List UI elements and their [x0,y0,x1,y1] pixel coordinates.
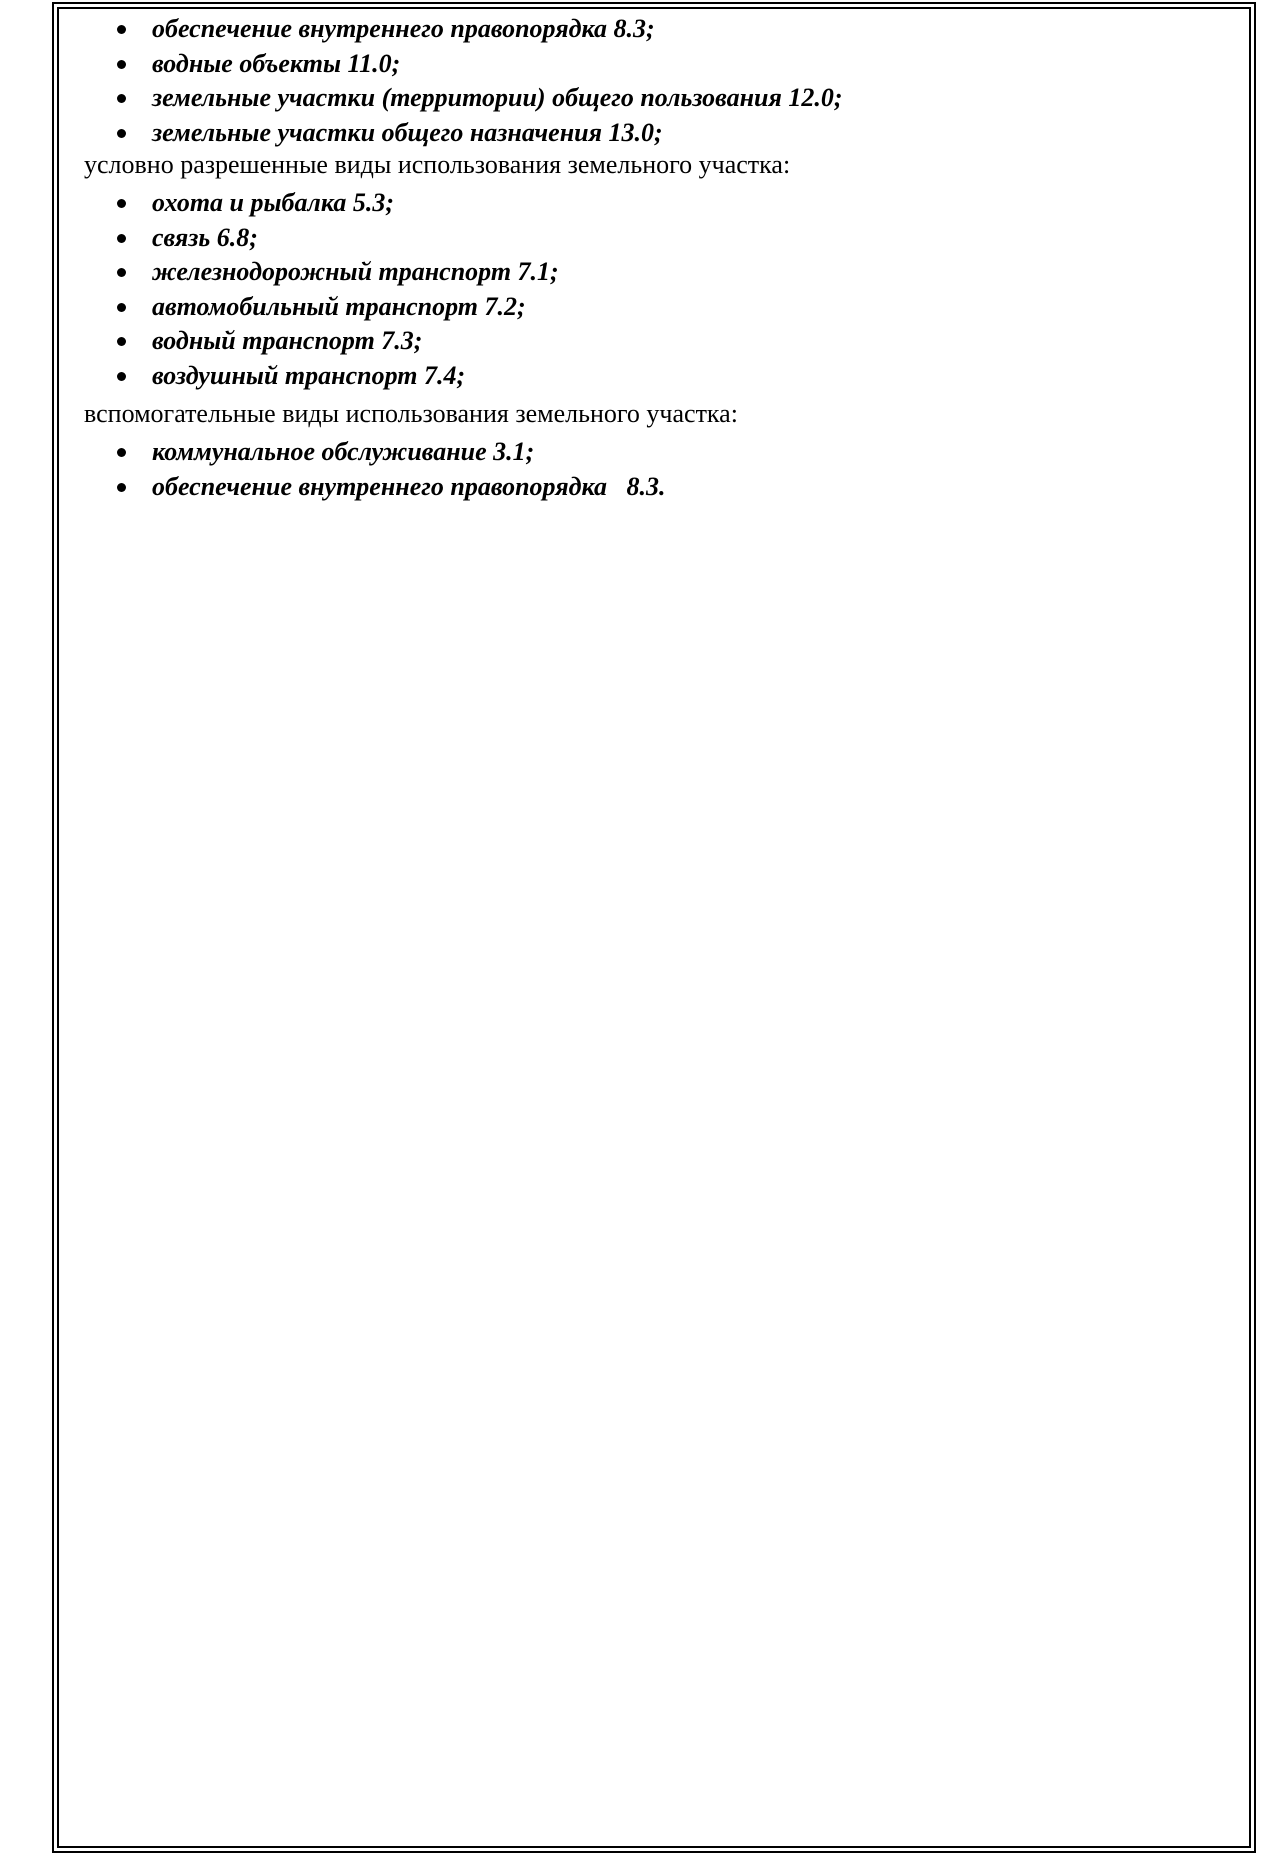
list-item [84,470,1234,505]
list-item [84,324,1234,359]
list-item [84,255,1234,290]
list-item [84,81,1234,116]
bullet-icon [117,372,126,381]
list-item [84,186,1234,221]
list-item [84,12,1234,47]
list-item [84,435,1234,470]
document-body [84,12,1234,504]
list-item [84,221,1234,256]
list-item-text: обеспечение внутреннего правопорядка 8.3. [152,471,666,501]
bullet-icon [117,337,126,346]
list-item [84,116,1234,151]
conditional-uses-list [84,186,1234,393]
list-item-text: охота и рыбалка 5.3; [152,188,395,217]
bullet-icon [117,199,126,208]
bullet-icon [117,268,126,277]
list-item-text: земельные участки общего назначения 13.0; [152,117,663,147]
list-item-text: железнодорожный транспорт 7.1; [152,257,559,286]
list-item-text: воздушный транспорт 7.4; [152,360,466,390]
list-item [84,359,1234,394]
auxiliary-uses-heading: вспомогательные виды использования земельного участка: [84,399,738,428]
conditional-uses-heading: условно разрешенные виды использования земельного участка: [84,150,791,179]
list-item-text: земельные участки (территории) общего пользования 12.0; [152,83,843,112]
bullet-icon [117,448,126,457]
bullet-icon [117,94,126,103]
list-item-text: коммунальное обслуживание 3.1; [152,437,535,466]
list-item-text: водные объекты 11.0; [152,48,401,78]
list-item [84,290,1234,325]
list-item-text: автомобильный транспорт 7.2; [152,291,526,321]
list-item-text: обеспечение внутреннего правопорядка 8.3; [152,14,655,43]
permitted-uses-list [84,12,1234,150]
list-item [84,47,1234,82]
bullet-icon [117,234,126,243]
list-item-text: водный транспорт 7.3; [152,326,423,355]
bullet-icon [117,25,126,34]
bullet-icon [117,483,126,492]
bullet-icon [117,129,126,138]
bullet-icon [117,60,126,69]
list-item-text: связь 6.8; [152,222,258,252]
auxiliary-uses-list [84,435,1234,504]
bullet-icon [117,303,126,312]
